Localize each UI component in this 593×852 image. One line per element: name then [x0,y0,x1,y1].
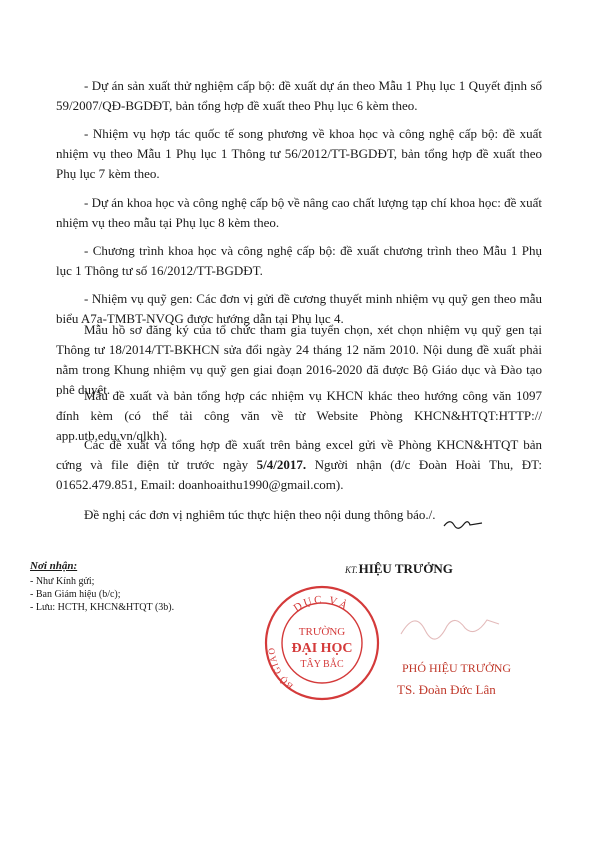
seal-ring-left: BỘ GIÁO [266,646,295,692]
seal-line3: TÂY BẮC [300,659,344,670]
seal-ring-top: DỤC VÀ [291,593,352,615]
recipient-item: - Ban Giám hiệu (b/c); [30,589,121,600]
paragraph-other-forms: Mẫu đề xuất và bản tổng hợp các nhiệm vụ KHCN khác theo hướng công văn 1097 đính kèm (có thể tải công văn về từ Website Phòng KHCN&HTQT:HTTP:// app.utb.edu.vn/qlkh). [56,388,542,443]
paragraph-international-cooperation: - Nhiệm vụ hợp tác quốc tế song phương về khoa học và công nghệ cấp bộ: đề xuất nhiệm vụ theo Mẫu 1 Phụ lục 1 Thông tư 56/2012/TT-BGDĐT, bản tổng hợp đề xuất theo Phụ lục 7 kèm theo. [56,126,542,181]
signature-role: HIỆU TRƯỞNG [358,561,453,576]
paragraph-closing: Đề nghị các đơn vị nghiêm túc thực hiện theo nội dung thông báo./. [84,507,436,522]
recipients-block [30,560,250,614]
recipient-item: - Lưu: HCTH, KHCN&HTQT (3b). [30,602,175,613]
initial-scribble [442,516,484,532]
signature-kt: KT. [345,565,358,575]
vice-principal-title: PHÓ HIỆU TRƯỞNG [402,661,512,675]
handwritten-signature [395,600,505,650]
paragraph-journal-project: - Dự án khoa học và công nghệ cấp bộ về nâng cao chất lượng tạp chí khoa học: đề xuất nhiệm vụ theo mẫu tại Phụ lục 8 kèm theo. [56,195,542,230]
svg-text:DỤC VÀ [292,594,352,615]
signature-title [345,561,453,577]
seal-line2: ĐẠI HỌC [291,641,353,656]
paragraph-production-project: - Dự án sản xuất thử nghiệm cấp bộ: đề xuất dự án theo Mẫu 1 Phụ lục 1 Quyết định số 59/2007/QĐ-BGDĐT, bản tổng hợp đề xuất theo Phụ lục 6 kèm theo. [56,78,542,113]
submission-text-a: Các đề xuất và tổng hợp đề xuất trên bảng excel gửi về Phòng KHCN&HTQT bản cứng và file điện tử trước ngày [56,437,542,472]
official-seal [262,583,382,703]
paragraph-gene-fund-forms: Mẫu hồ sơ đăng ký của tổ chức tham gia tuyển chọn, xét chọn nhiệm vụ quỹ gen tại Thông tư 18/2014/TT-BKHCN sửa đổi ngày 24 tháng 12 năm 2010. Nội dung đề xuất phải nằm trong Khung nhiệm vụ quỹ gen giai đoạn 2016-2020 đã được Bộ Giáo dục và Đào tạo phê duyệt. [56,322,542,397]
paragraph-submission [56,435,542,495]
paragraph-gene-fund: - Nhiệm vụ quỹ gen: Các đơn vị gửi đề cương thuyết minh nhiệm vụ quỹ gen theo mẫu biểu A7a-TMBT-NVQG được hướng dẫn tại Phụ lục 4. [56,291,542,326]
recipients-heading: Nơi nhận: [30,560,78,572]
recipient-item: - Như Kính gửi; [30,576,95,587]
paragraph-science-program: - Chương trình khoa học và công nghệ cấp bộ: đề xuất chương trình theo Mẫu 1 Phụ lục 1 Thông tư số 16/2012/TT-BGDĐT. [56,243,542,278]
signer-name: TS. Đoàn Đức Lân [397,682,496,697]
submission-text-b: Người nhận (đ/c Đoàn Hoài Thu, ĐT: 01652.479.851, Email: doanhoaithu1990@gmail.com). [56,457,542,492]
seal-line1: TRƯỜNG [298,626,346,638]
submission-deadline: 5/4/2017. [256,457,307,472]
